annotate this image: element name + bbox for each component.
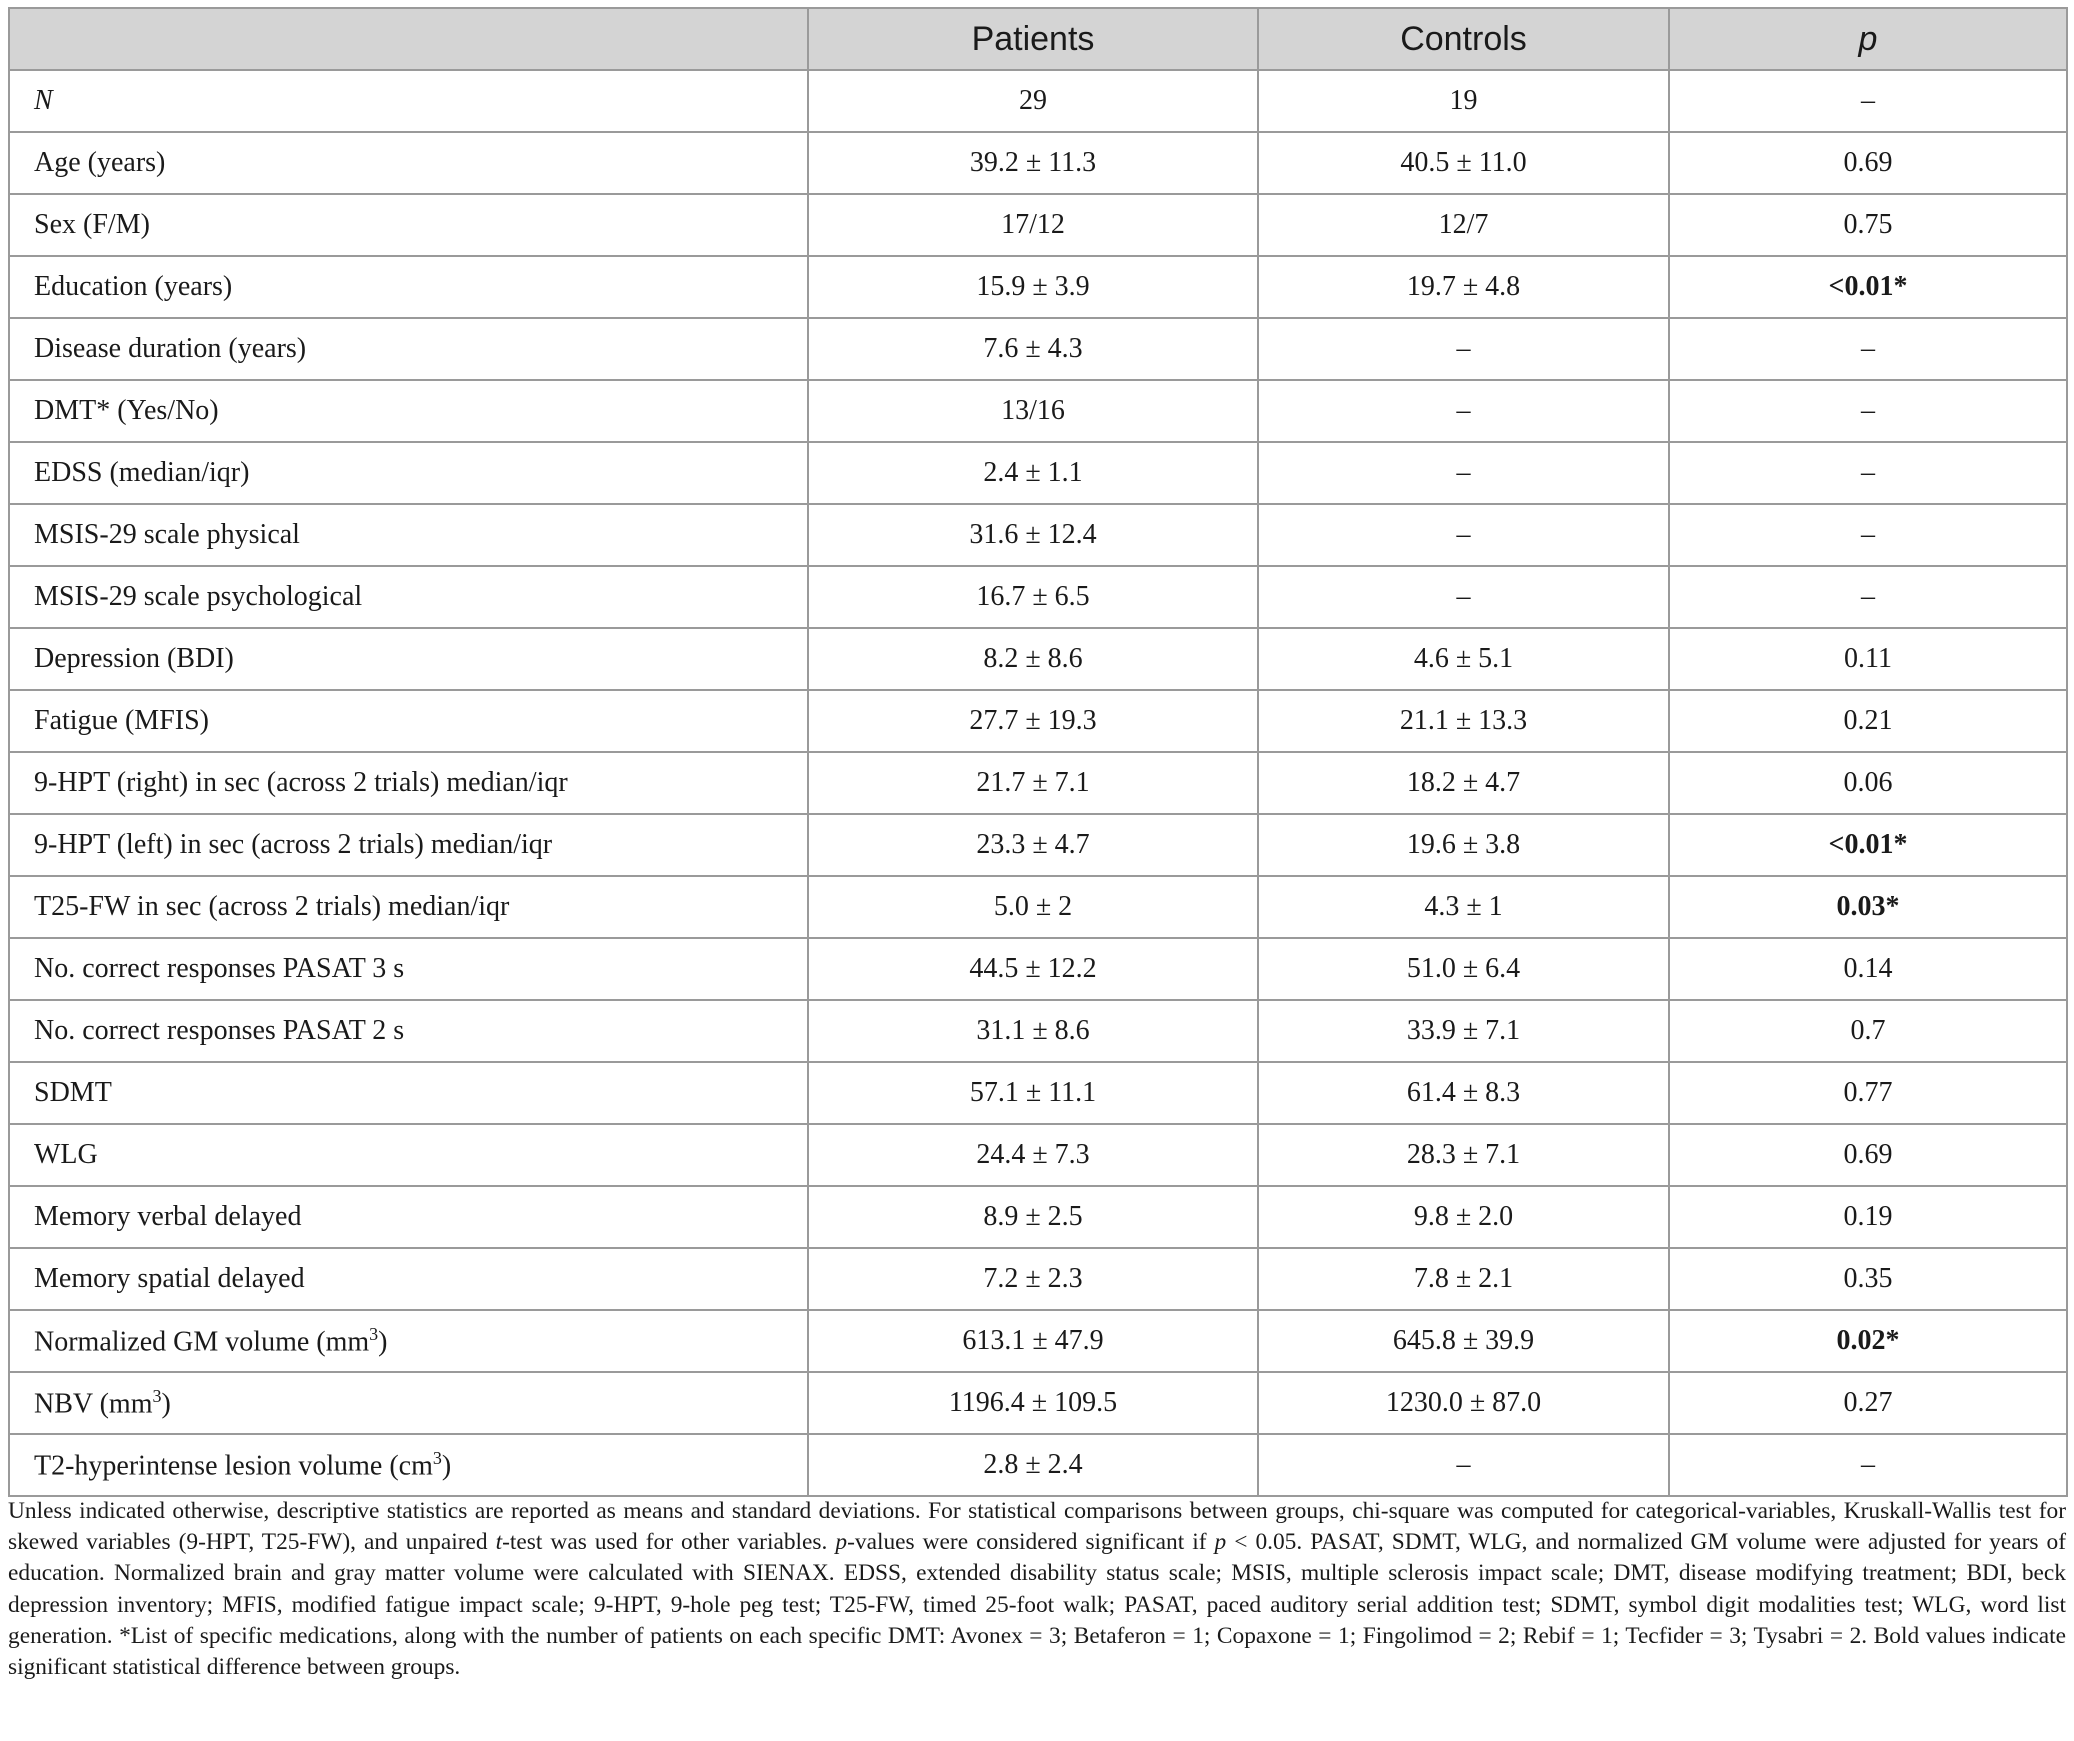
footnote-part: Unless indicated otherwise, descriptive statistics are reported as means and standard deviations. For statistical comparisons between groups, chi-square was computed for categorical-variables, Kruskall-Wallis test for skewed variables (9-HPT, T25-FW), and unpaired <box>8 1498 2066 1556</box>
row-controls-value: 61.4 ± 8.3 <box>1258 1062 1669 1124</box>
table-row <box>9 1186 2067 1248</box>
row-label-text: Memory verbal delayed <box>34 1201 302 1232</box>
row-label-suffix: ) <box>441 1450 452 1482</box>
row-p-value: – <box>1669 442 2067 504</box>
row-patients-value: 16.7 ± 6.5 <box>808 566 1258 628</box>
row-controls-value: 51.0 ± 6.4 <box>1258 938 1669 1000</box>
header-controls: Controls <box>1258 8 1669 70</box>
row-p-value: 0.69 <box>1669 132 2067 194</box>
row-label <box>9 194 808 256</box>
row-patients-value: 44.5 ± 12.2 <box>808 938 1258 1000</box>
row-label-superscript: 3 <box>432 1447 442 1468</box>
row-controls-value: 19.7 ± 4.8 <box>1258 256 1669 318</box>
row-label-text: Disease duration (years) <box>34 333 307 364</box>
row-controls-value: – <box>1258 442 1669 504</box>
table-row <box>9 1310 2067 1372</box>
row-label-text: Depression (BDI) <box>34 643 234 674</box>
header-p: p <box>1669 8 2067 70</box>
table-row <box>9 1000 2067 1062</box>
row-p-value: 0.06 <box>1669 752 2067 814</box>
row-patients-value: 21.7 ± 7.1 <box>808 752 1258 814</box>
row-p-value: 0.02* <box>1669 1310 2067 1372</box>
row-label <box>9 256 808 318</box>
table-row <box>9 1372 2067 1434</box>
row-patients-value: 31.6 ± 12.4 <box>808 504 1258 566</box>
row-patients-value: 2.8 ± 2.4 <box>808 1434 1258 1496</box>
row-p-value: – <box>1669 70 2067 132</box>
table-row <box>9 318 2067 380</box>
row-label-text: Sex (F/M) <box>34 209 150 240</box>
table-row <box>9 70 2067 132</box>
row-controls-value: 9.8 ± 2.0 <box>1258 1186 1669 1248</box>
row-label-text: T25-FW in sec (across 2 trials) median/iqr <box>34 891 510 922</box>
row-controls-value: 12/7 <box>1258 194 1669 256</box>
row-label <box>9 814 808 876</box>
row-p-value: 0.21 <box>1669 690 2067 752</box>
row-patients-value: 27.7 ± 19.3 <box>808 690 1258 752</box>
table-row <box>9 442 2067 504</box>
row-p-value: 0.69 <box>1669 1124 2067 1186</box>
footnote-part: -values were considered significant if <box>847 1529 1215 1556</box>
row-label-text: Normalized GM volume (mm <box>34 1326 370 1358</box>
row-label-superscript: 3 <box>369 1323 379 1344</box>
row-label-text: Memory spatial delayed <box>34 1263 305 1294</box>
row-p-value: – <box>1669 318 2067 380</box>
row-p-value: – <box>1669 504 2067 566</box>
row-label <box>9 1372 808 1434</box>
row-label <box>9 1124 808 1186</box>
row-label-text: MSIS-29 scale physical <box>34 519 300 550</box>
row-p-value: – <box>1669 1434 2067 1496</box>
row-label-text: N <box>34 85 53 116</box>
header-patients: Patients <box>808 8 1258 70</box>
row-p-value: – <box>1669 566 2067 628</box>
row-controls-value: 18.2 ± 4.7 <box>1258 752 1669 814</box>
row-label <box>9 1434 808 1496</box>
row-label <box>9 442 808 504</box>
row-label-text: Age (years) <box>34 147 166 178</box>
row-patients-value: 2.4 ± 1.1 <box>808 442 1258 504</box>
table-row <box>9 628 2067 690</box>
row-label <box>9 1000 808 1062</box>
row-label <box>9 70 808 132</box>
row-controls-value: 7.8 ± 2.1 <box>1258 1248 1669 1310</box>
row-patients-value: 24.4 ± 7.3 <box>808 1124 1258 1186</box>
row-controls-value: 1230.0 ± 87.0 <box>1258 1372 1669 1434</box>
row-label-text: No. correct responses PASAT 2 s <box>34 1015 405 1046</box>
table-row <box>9 504 2067 566</box>
row-patients-value: 613.1 ± 47.9 <box>808 1310 1258 1372</box>
row-patients-value: 15.9 ± 3.9 <box>808 256 1258 318</box>
table-row <box>9 380 2067 442</box>
row-p-value: 0.19 <box>1669 1186 2067 1248</box>
row-controls-value: 19.6 ± 3.8 <box>1258 814 1669 876</box>
row-label <box>9 1186 808 1248</box>
row-p-value: 0.77 <box>1669 1062 2067 1124</box>
row-label-text: Fatigue (MFIS) <box>34 705 209 736</box>
table-row <box>9 876 2067 938</box>
row-label-superscript: 3 <box>152 1385 162 1406</box>
row-label <box>9 318 808 380</box>
table-row <box>9 132 2067 194</box>
table-row <box>9 938 2067 1000</box>
table-row <box>9 814 2067 876</box>
row-controls-value: 40.5 ± 11.0 <box>1258 132 1669 194</box>
row-patients-value: 7.6 ± 4.3 <box>808 318 1258 380</box>
table-body <box>9 70 2067 1496</box>
row-label <box>9 1248 808 1310</box>
row-label-text: DMT* (Yes/No) <box>34 395 219 426</box>
row-label <box>9 1310 808 1372</box>
row-p-value: 0.14 <box>1669 938 2067 1000</box>
row-patients-value: 8.2 ± 8.6 <box>808 628 1258 690</box>
row-label-text: WLG <box>34 1139 98 1170</box>
row-label <box>9 504 808 566</box>
row-patients-value: 23.3 ± 4.7 <box>808 814 1258 876</box>
row-controls-value: 4.3 ± 1 <box>1258 876 1669 938</box>
row-patients-value: 29 <box>808 70 1258 132</box>
row-controls-value: 28.3 ± 7.1 <box>1258 1124 1669 1186</box>
row-patients-value: 5.0 ± 2 <box>808 876 1258 938</box>
row-patients-value: 13/16 <box>808 380 1258 442</box>
row-controls-value: – <box>1258 380 1669 442</box>
row-controls-value: 4.6 ± 5.1 <box>1258 628 1669 690</box>
row-controls-value: – <box>1258 1434 1669 1496</box>
row-p-value: 0.75 <box>1669 194 2067 256</box>
table-row <box>9 1248 2067 1310</box>
table-row <box>9 1062 2067 1124</box>
table-row <box>9 256 2067 318</box>
row-label-text: 9-HPT (right) in sec (across 2 trials) median/iqr <box>34 767 568 798</box>
row-label <box>9 690 808 752</box>
table-row <box>9 1124 2067 1186</box>
row-controls-value: 33.9 ± 7.1 <box>1258 1000 1669 1062</box>
row-label <box>9 876 808 938</box>
row-label <box>9 1062 808 1124</box>
row-label <box>9 132 808 194</box>
footnote-text <box>8 1496 2066 1683</box>
row-controls-value: – <box>1258 504 1669 566</box>
table-footnote <box>8 1496 2066 1683</box>
header-variable <box>9 8 808 70</box>
row-controls-value: 645.8 ± 39.9 <box>1258 1310 1669 1372</box>
table-row <box>9 690 2067 752</box>
row-patients-value: 57.1 ± 11.1 <box>808 1062 1258 1124</box>
footnote-italic-p: p <box>835 1529 848 1556</box>
row-label-suffix: ) <box>378 1326 388 1358</box>
demographics-table <box>8 7 2068 1497</box>
row-p-value: 0.7 <box>1669 1000 2067 1062</box>
row-controls-value: – <box>1258 566 1669 628</box>
row-p-value: <0.01* <box>1669 814 2067 876</box>
row-patients-value: 39.2 ± 11.3 <box>808 132 1258 194</box>
row-patients-value: 8.9 ± 2.5 <box>808 1186 1258 1248</box>
row-label <box>9 938 808 1000</box>
footnote-part: -test was used for other variables. <box>502 1529 836 1556</box>
demographics-table-container <box>8 7 2066 1497</box>
row-p-value: 0.35 <box>1669 1248 2067 1310</box>
table-row <box>9 752 2067 814</box>
row-label <box>9 380 808 442</box>
row-controls-value: – <box>1258 318 1669 380</box>
row-controls-value: 21.1 ± 13.3 <box>1258 690 1669 752</box>
row-controls-value: 19 <box>1258 70 1669 132</box>
row-label-text: 9-HPT (left) in sec (across 2 trials) median/iqr <box>34 829 553 860</box>
row-p-value: 0.11 <box>1669 628 2067 690</box>
table-row <box>9 194 2067 256</box>
row-label-text: MSIS-29 scale psychological <box>34 581 363 612</box>
row-patients-value: 17/12 <box>808 194 1258 256</box>
row-p-value: <0.01* <box>1669 256 2067 318</box>
row-patients-value: 31.1 ± 8.6 <box>808 1000 1258 1062</box>
row-label-text: NBV (mm <box>34 1388 153 1420</box>
row-label <box>9 566 808 628</box>
row-label <box>9 628 808 690</box>
row-label-suffix: ) <box>161 1388 171 1420</box>
row-label-text: T2-hyperintense lesion volume (cm <box>34 1450 433 1482</box>
table-header-row <box>9 8 2067 70</box>
row-label-text: No. correct responses PASAT 3 s <box>34 953 405 984</box>
footnote-part: < 0.05. PASAT, SDMT, WLG, and normalized GM volume were adjusted for years of education. Normalized brain and gray matter volume were calculated with SIENAX. EDSS, extended disability status scale; MSIS, multiple sclerosis impact scale; DMT, disease modifying treatment; BDI, beck depression inventory; MFIS, modified fatigue impact scale; 9-HPT, 9-hole peg test; T25-FW, timed 25-foot walk; PASAT, paced auditory serial addition test; SDMT, symbol digit modalities test; WLG, word list generation. *List of specific medications, along with the number of patients on each specific DMT: Avonex = 3; Betaferon = 1; Copaxone = 1; Fingolimod = 2; Rebif = 1; Tecfider = 3; Tysabri = 2. Bold values indicate significant statistical difference between groups. <box>8 1529 2067 1681</box>
row-patients-value: 1196.4 ± 109.5 <box>808 1372 1258 1434</box>
row-label-text: Education (years) <box>34 271 233 302</box>
row-label-text: SDMT <box>34 1077 112 1108</box>
row-label <box>9 752 808 814</box>
row-patients-value: 7.2 ± 2.3 <box>808 1248 1258 1310</box>
row-label-text: EDSS (median/iqr) <box>34 457 250 488</box>
table-row <box>9 1434 2067 1496</box>
row-p-value: 0.03* <box>1669 876 2067 938</box>
table-row <box>9 566 2067 628</box>
row-p-value: – <box>1669 380 2067 442</box>
footnote-italic-p: p <box>1214 1529 1227 1556</box>
footnote-italic-t: t <box>495 1529 503 1556</box>
row-p-value: 0.27 <box>1669 1372 2067 1434</box>
